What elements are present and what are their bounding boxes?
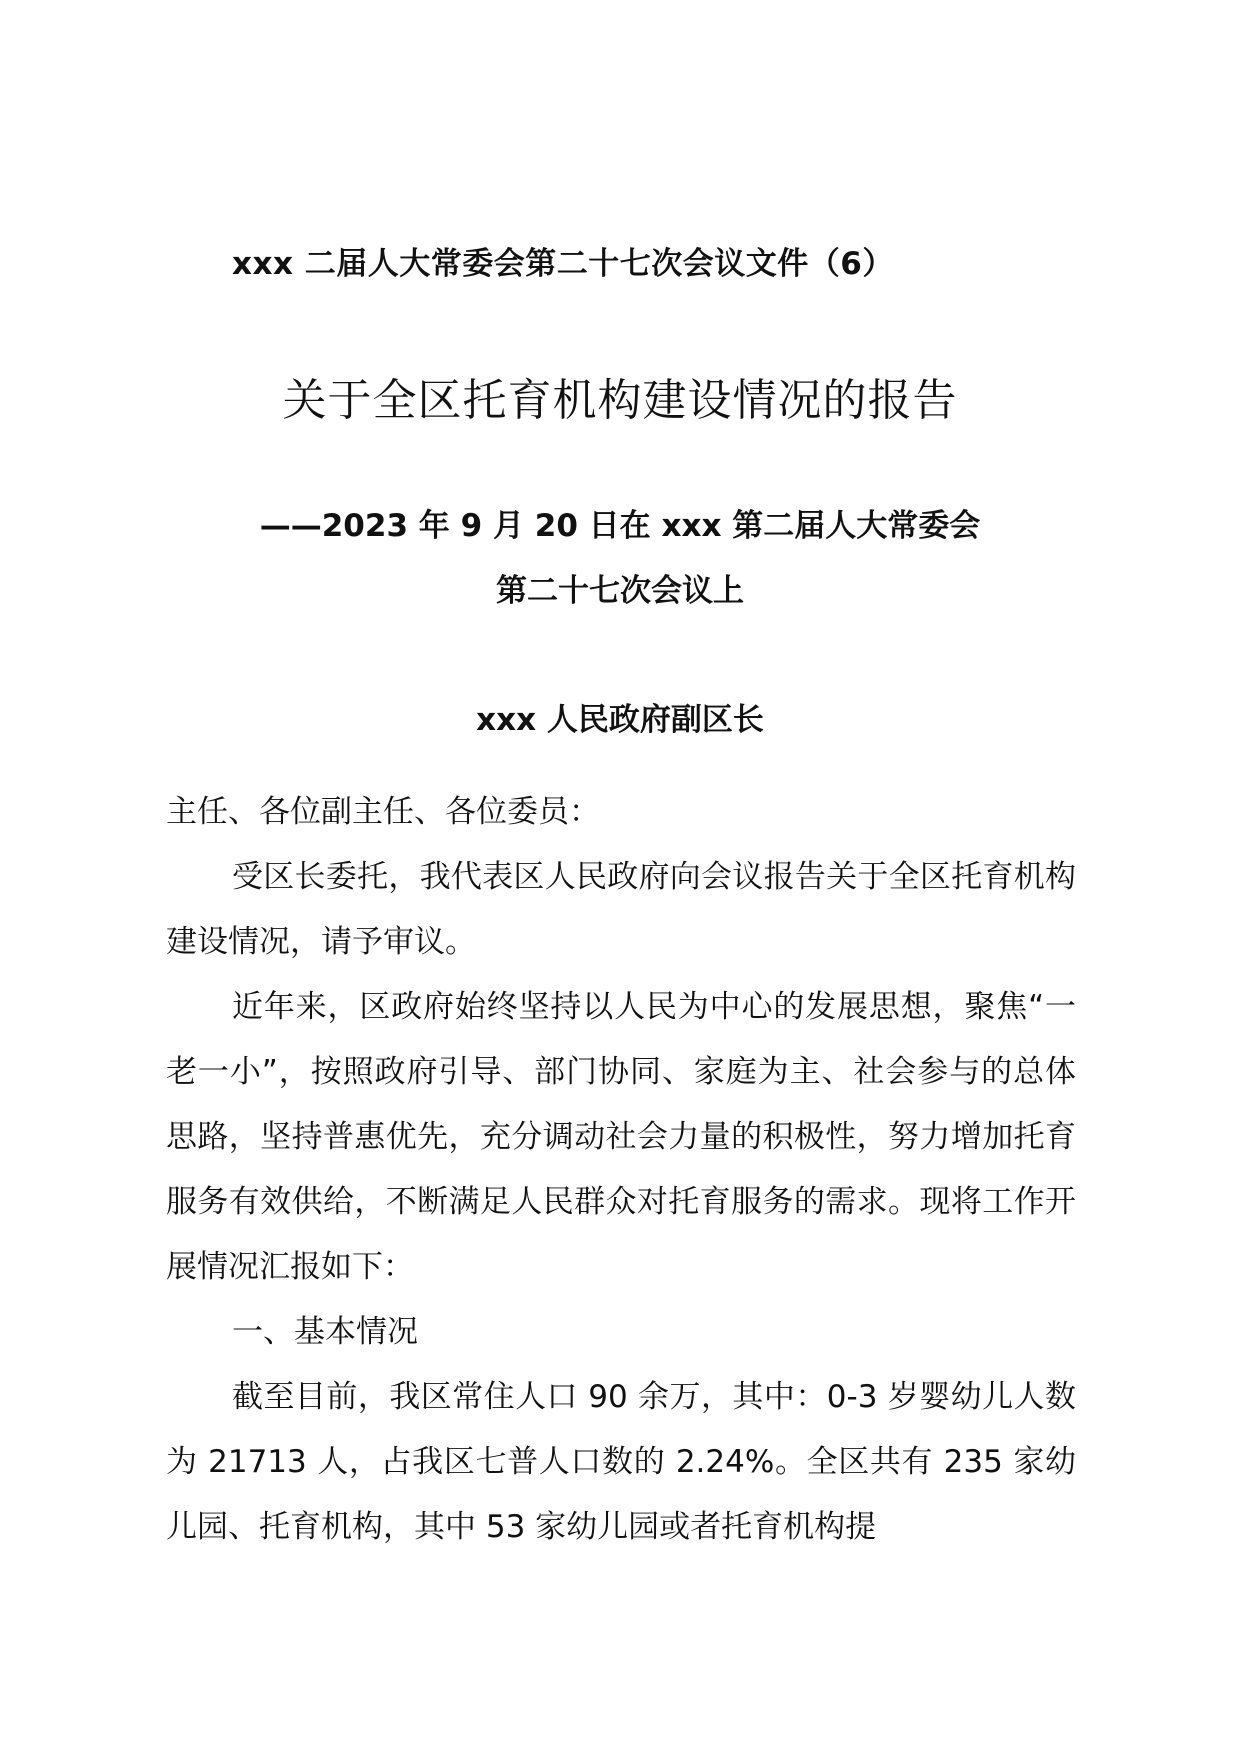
paragraph-overview: 近年来，区政府始终坚持以人民为中心的发展思想，聚焦“一老一小”，按照政府引导、部门协同、家庭为主、社会参与的总体思路，坚持普惠优先，充分调动社会力量的积极性，努力增加托育服务有效供给，不断满足人民群众对托育服务的需求。现将工作开展情况汇报如下： (166, 989, 1076, 1285)
document-file-line: xxx 二届人大常委会第二十七次会议文件（6） (232, 246, 894, 282)
document-title: 关于全区托育机构建设情况的报告 (282, 375, 958, 426)
document-subtitle-line-2: 第二十七次会议上 (496, 573, 744, 609)
salutation: 主任、各位副主任、各位委员： (166, 794, 600, 830)
document-author: xxx 人民政府副区长 (476, 702, 764, 738)
section-heading-basic-situation: 一、基本情况 (232, 1314, 418, 1350)
document-subtitle-line-1: ——2023 年 9 月 20 日在 xxx 第二届人大常委会 (259, 508, 981, 544)
paragraph-statistics: 截至目前，我区常住人口 90 余万，其中：0-3 岁婴幼儿人数为 21713 人，占我区七普人口数的 2.24%。全区共有 235 家幼儿园、托育机构，其中 53 家幼儿园或者托育机构提 (166, 1379, 1076, 1545)
paragraph-entrustment: 受区长委托，我代表区人民政府向会议报告关于全区托育机构建设情况，请予审议。 (166, 859, 1076, 960)
document-body (166, 780, 1076, 1560)
